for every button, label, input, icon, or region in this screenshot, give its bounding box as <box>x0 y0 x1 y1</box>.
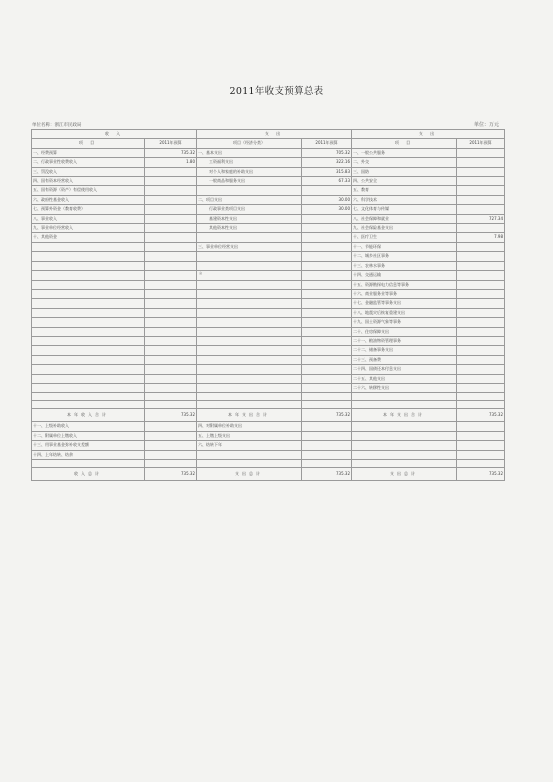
table-row <box>32 374 505 383</box>
table-row <box>32 365 505 374</box>
empty-cell <box>352 401 457 409</box>
item-cell: 十、医疗卫生 <box>352 233 457 242</box>
amount-cell <box>145 374 197 383</box>
item-cell: 支出总计 <box>352 468 457 481</box>
expenditure-func-header: 支 出 <box>352 130 505 139</box>
amount-cell <box>457 252 505 261</box>
amount-cell: 735.32 <box>302 468 352 481</box>
amount-cell <box>145 431 197 440</box>
scan-mark: ※ <box>199 271 203 276</box>
empty-cell <box>32 460 145 468</box>
table-row <box>32 422 505 431</box>
table-row <box>32 308 505 317</box>
item-cell: 六、科学技术 <box>352 195 457 204</box>
amount-cell <box>302 383 352 392</box>
item-cell <box>352 441 457 450</box>
amount-cell <box>457 177 505 186</box>
item-cell <box>32 346 145 355</box>
table-row <box>32 346 505 355</box>
item-cell: 二十二、储备事务支出 <box>352 346 457 355</box>
amount-cell <box>302 336 352 345</box>
item-cell: 工资福利支出 <box>197 158 302 167</box>
item-cell: 本年支出合计 <box>352 409 457 422</box>
page-title: 2011年收支预算总表 <box>229 86 324 97</box>
item-cell <box>197 318 302 327</box>
amount-cell <box>145 271 197 280</box>
amount-cell <box>302 450 352 459</box>
income-header: 收 入 <box>32 130 197 139</box>
amount-cell <box>302 327 352 336</box>
item-cell: 五、国有资源（资产）有偿使用收入 <box>32 186 145 195</box>
amount-cell <box>145 177 197 186</box>
spacer-row <box>32 460 505 468</box>
item-cell <box>197 261 302 270</box>
empty-cell <box>457 460 505 468</box>
item-cell: 三、事业单位经营支出 <box>197 242 302 251</box>
item-cell <box>32 252 145 261</box>
empty-cell <box>32 401 145 409</box>
empty-cell <box>145 460 197 468</box>
amount-cell <box>457 148 505 157</box>
item-cell <box>197 346 302 355</box>
item-cell: 三、国防 <box>352 167 457 176</box>
amount-cell <box>302 280 352 289</box>
spacer-row <box>32 401 505 409</box>
table-row <box>32 158 505 167</box>
item-cell: 十九、国土资源气象等事务 <box>352 318 457 327</box>
amount-cell <box>457 318 505 327</box>
amount-cell <box>145 308 197 317</box>
item-cell: 十二、附属单位上缴收入 <box>32 431 145 440</box>
item-cell: 十六、商业服务业等事务 <box>352 289 457 298</box>
item-cell: 支出总计 <box>197 468 302 481</box>
item-cell: 十五、资源勘探电力信息等事务 <box>352 280 457 289</box>
item-cell: 二十、住房保障支出 <box>352 327 457 336</box>
amount-cell <box>457 365 505 374</box>
item-cell <box>32 308 145 317</box>
amount-cell <box>302 233 352 242</box>
item-cell: 一、经费预算 <box>32 148 145 157</box>
amount-cell <box>457 280 505 289</box>
amount-cell <box>457 289 505 298</box>
empty-cell <box>302 460 352 468</box>
amount-cell <box>457 186 505 195</box>
amount-cell <box>457 441 505 450</box>
amount-cell: 705.32 <box>302 148 352 157</box>
amount-cell <box>457 355 505 364</box>
empty-cell <box>457 401 505 409</box>
amount-cell <box>302 224 352 233</box>
item-cell: 二、外交 <box>352 158 457 167</box>
item-cell <box>32 374 145 383</box>
unit-name-label: 单位名称：浙江市民政局 <box>32 123 82 128</box>
spacer-row <box>32 393 505 401</box>
item-cell: 五、教育 <box>352 186 457 195</box>
item-cell: 一、基本支出 <box>197 148 302 157</box>
amount-cell: 30.00 <box>302 205 352 214</box>
amount-cell <box>457 308 505 317</box>
amount-cell <box>145 355 197 364</box>
amount-cell <box>302 299 352 308</box>
item-cell: 二十六、转移性支出 <box>352 383 457 392</box>
item-cell: 十一、上级补助收入 <box>32 422 145 431</box>
amount-cell: 735.32 <box>145 409 197 422</box>
empty-cell <box>197 393 302 401</box>
item-cell <box>197 374 302 383</box>
item-cell <box>352 450 457 459</box>
item-cell <box>197 365 302 374</box>
table-row <box>32 299 505 308</box>
amount-cell: 7.98 <box>457 233 505 242</box>
item-cell <box>352 431 457 440</box>
column-header: 2011年预算 <box>457 139 505 148</box>
item-cell <box>197 252 302 261</box>
item-cell <box>197 186 302 195</box>
amount-cell <box>145 383 197 392</box>
item-cell: 对个人和家庭的补助支出 <box>197 167 302 176</box>
amount-cell <box>457 205 505 214</box>
amount-cell <box>145 327 197 336</box>
amount-cell <box>457 271 505 280</box>
item-cell <box>32 355 145 364</box>
amount-cell <box>145 214 197 223</box>
amount-cell: 67.33 <box>302 177 352 186</box>
table-row <box>32 383 505 392</box>
amount-cell <box>302 242 352 251</box>
item-cell: 七、预算外资金（教育收费） <box>32 205 145 214</box>
expenditure-econ-header: 支 出 <box>197 130 352 139</box>
amount-cell: 735.32 <box>302 409 352 422</box>
item-cell <box>32 271 145 280</box>
item-cell <box>32 327 145 336</box>
table-row <box>32 242 505 251</box>
item-cell: 八、事业收入 <box>32 214 145 223</box>
item-cell: 十三、农林水事务 <box>352 261 457 270</box>
budget-table <box>31 129 505 481</box>
item-cell: 基建资本性支出 <box>197 214 302 223</box>
amount-cell: 322.16 <box>302 158 352 167</box>
amount-cell <box>457 224 505 233</box>
amount-cell <box>302 308 352 317</box>
table-row <box>32 233 505 242</box>
table-row <box>32 252 505 261</box>
item-cell <box>32 299 145 308</box>
item-cell: 十、其他资金 <box>32 233 145 242</box>
amount-cell <box>457 167 505 176</box>
item-cell <box>32 261 145 270</box>
item-cell: 七、文化体育与传媒 <box>352 205 457 214</box>
item-cell <box>352 422 457 431</box>
amount-cell <box>457 261 505 270</box>
table-row <box>32 289 505 298</box>
item-cell: 十四、上年结转、结余 <box>32 450 145 459</box>
table-row <box>32 167 505 176</box>
amount-cell: 315.83 <box>302 167 352 176</box>
amount-cell <box>302 271 352 280</box>
table-row <box>32 261 505 270</box>
item-cell <box>197 289 302 298</box>
amount-cell <box>302 431 352 440</box>
amount-cell <box>145 205 197 214</box>
amount-cell <box>145 186 197 195</box>
empty-cell <box>197 401 302 409</box>
amount-cell <box>145 336 197 345</box>
table-row <box>32 186 505 195</box>
column-header: 项目（经济分类） <box>197 139 302 148</box>
item-cell: 四、公共安全 <box>352 177 457 186</box>
item-cell <box>32 280 145 289</box>
item-cell: 二、行政事业性收费收入 <box>32 158 145 167</box>
amount-cell <box>302 252 352 261</box>
item-cell: 十三、用事业基金弥补收支差额 <box>32 441 145 450</box>
amount-cell <box>302 186 352 195</box>
amount-cell <box>457 336 505 345</box>
empty-cell <box>145 393 197 401</box>
amount-cell <box>457 158 505 167</box>
table-row <box>32 327 505 336</box>
amount-cell <box>457 422 505 431</box>
amount-cell <box>302 214 352 223</box>
amount-cell <box>145 195 197 204</box>
empty-cell <box>457 393 505 401</box>
amount-cell: 735.32 <box>145 468 197 481</box>
table-row <box>32 195 505 204</box>
table-row <box>32 336 505 345</box>
unit-of-measure-label: 单位：万元 <box>474 122 500 128</box>
item-cell: 本年支出合计 <box>197 409 302 422</box>
item-cell <box>32 242 145 251</box>
amount-cell <box>145 289 197 298</box>
amount-cell <box>302 289 352 298</box>
table-header-row <box>32 130 505 139</box>
column-header: 2011年预算 <box>302 139 352 148</box>
amount-cell: 735.32 <box>457 468 505 481</box>
item-cell <box>32 318 145 327</box>
item-cell: 收入总计 <box>32 468 145 481</box>
item-cell: 十八、地震灾后恢复重建支出 <box>352 308 457 317</box>
amount-cell <box>145 318 197 327</box>
amount-cell: 30.00 <box>302 195 352 204</box>
column-header: 项 目 <box>32 139 145 148</box>
item-cell <box>32 289 145 298</box>
amount-cell: 735.32 <box>457 409 505 422</box>
table-row <box>32 205 505 214</box>
amount-cell <box>302 441 352 450</box>
item-cell: 其他资本性支出 <box>197 224 302 233</box>
item-cell: 三、罚没收入 <box>32 167 145 176</box>
item-cell: 二十四、国债还本付息支出 <box>352 365 457 374</box>
amount-cell <box>457 383 505 392</box>
table-row <box>32 450 505 459</box>
table-row <box>32 271 505 280</box>
amount-cell <box>145 441 197 450</box>
item-cell: 十四、交通运输 <box>352 271 457 280</box>
item-cell: 行政事业类项目支出 <box>197 205 302 214</box>
amount-cell <box>302 365 352 374</box>
item-cell <box>197 327 302 336</box>
item-cell <box>197 308 302 317</box>
amount-cell <box>302 355 352 364</box>
item-cell: 八、社会保障和就业 <box>352 214 457 223</box>
amount-cell <box>302 422 352 431</box>
item-cell: 六、结转下年 <box>197 441 302 450</box>
item-cell: 五、上缴上级支出 <box>197 431 302 440</box>
amount-cell <box>145 450 197 459</box>
empty-cell <box>145 401 197 409</box>
amount-cell <box>145 299 197 308</box>
amount-cell <box>457 431 505 440</box>
item-cell: 二十三、预备费 <box>352 355 457 364</box>
amount-cell <box>302 346 352 355</box>
amount-cell <box>457 242 505 251</box>
amount-cell <box>145 233 197 242</box>
empty-cell <box>197 460 302 468</box>
amount-cell <box>145 242 197 251</box>
item-cell: 一、一般公共服务 <box>352 148 457 157</box>
amount-cell <box>302 318 352 327</box>
item-cell: 十七、金融监管等事务支出 <box>352 299 457 308</box>
amount-cell: 1.80 <box>145 158 197 167</box>
amount-cell <box>302 261 352 270</box>
item-cell: 九、社会保险基金支出 <box>352 224 457 233</box>
amount-cell <box>145 422 197 431</box>
empty-cell <box>352 460 457 468</box>
column-header: 2011年预算 <box>145 139 197 148</box>
amount-cell <box>457 374 505 383</box>
table-row <box>32 431 505 440</box>
empty-cell <box>302 401 352 409</box>
item-cell: 十一、节能环保 <box>352 242 457 251</box>
item-cell: 四、国有资本经营收入 <box>32 177 145 186</box>
item-cell <box>32 336 145 345</box>
item-cell: 十二、城乡社区事务 <box>352 252 457 261</box>
item-cell <box>197 271 302 280</box>
item-cell: 二十五、其他支出 <box>352 374 457 383</box>
item-cell <box>197 450 302 459</box>
table-row <box>32 355 505 364</box>
item-cell <box>197 383 302 392</box>
amount-cell <box>145 365 197 374</box>
year-total-row <box>32 409 505 422</box>
amount-cell <box>145 167 197 176</box>
amount-cell <box>145 252 197 261</box>
item-cell: 四、对附属单位补助支出 <box>197 422 302 431</box>
table-row <box>32 280 505 289</box>
amount-cell <box>302 374 352 383</box>
item-cell <box>197 336 302 345</box>
amount-cell <box>145 224 197 233</box>
table-row <box>32 318 505 327</box>
table-row <box>32 148 505 157</box>
table-row <box>32 441 505 450</box>
empty-cell <box>302 393 352 401</box>
item-cell <box>197 280 302 289</box>
column-header: 项 目 <box>352 139 457 148</box>
item-cell <box>197 355 302 364</box>
item-cell: 本年收入合计 <box>32 409 145 422</box>
empty-cell <box>32 393 145 401</box>
table-row <box>32 214 505 223</box>
amount-cell <box>145 280 197 289</box>
item-cell <box>197 233 302 242</box>
amount-cell: 727.34 <box>457 214 505 223</box>
amount-cell <box>145 261 197 270</box>
table-subheader-row <box>32 139 505 148</box>
amount-cell <box>457 346 505 355</box>
item-cell: 六、政府性基金收入 <box>32 195 145 204</box>
item-cell <box>32 365 145 374</box>
table-row <box>32 177 505 186</box>
empty-cell <box>352 393 457 401</box>
item-cell: 九、事业单位经营收入 <box>32 224 145 233</box>
amount-cell <box>457 450 505 459</box>
item-cell: 一般商品和服务支出 <box>197 177 302 186</box>
item-cell: 二十一、粮油物资管理事务 <box>352 336 457 345</box>
table-row <box>32 224 505 233</box>
amount-cell <box>457 195 505 204</box>
amount-cell: 735.32 <box>145 148 197 157</box>
amount-cell <box>457 327 505 336</box>
item-cell: 二、项目支出 <box>197 195 302 204</box>
item-cell <box>32 383 145 392</box>
grand-total-row <box>32 468 505 481</box>
amount-cell <box>457 299 505 308</box>
item-cell <box>197 299 302 308</box>
amount-cell <box>145 346 197 355</box>
